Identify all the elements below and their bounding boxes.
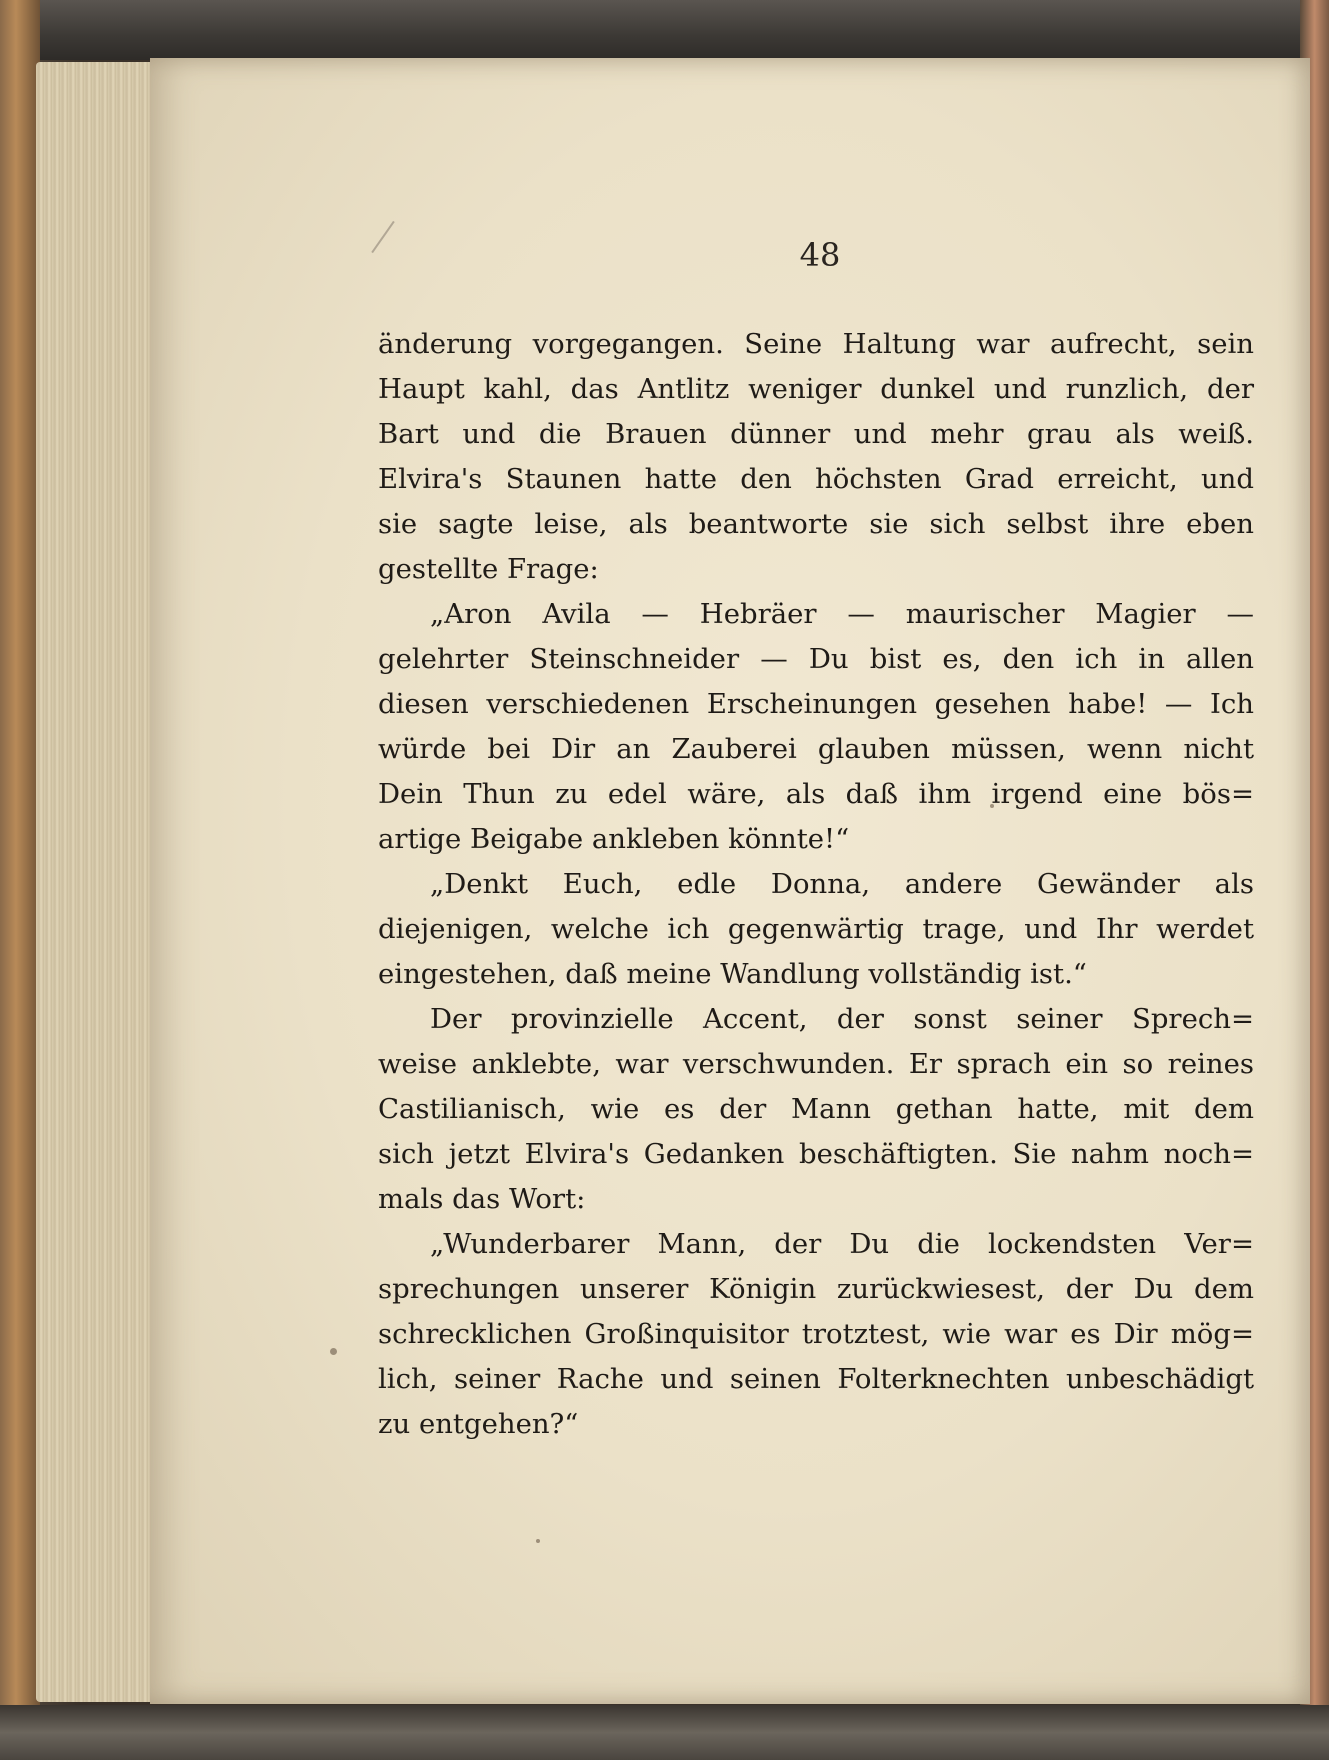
text-line: sprechungen unserer Königin zurückwiesest, der Du dem <box>378 1273 1254 1305</box>
text-line: gelehrter Steinschneider — Du bist es, den ich in allen <box>378 643 1254 675</box>
text-line: mals das Wort: <box>378 1183 586 1215</box>
text-line: gestellte Frage: <box>378 553 599 585</box>
text-line: schrecklichen Großinquisitor trotztest, wie war es Dir mög= <box>378 1318 1254 1350</box>
text-line: artige Beigabe ankleben könnte!“ <box>378 823 850 855</box>
text-line: diejenigen, welche ich gegenwärtig trage, und Ihr werdet <box>378 913 1254 945</box>
text-line: sie sagte leise, als beantworte sie sich selbst ihre eben <box>378 508 1254 540</box>
book-cover-top-edge <box>0 0 1329 60</box>
body-text <box>378 322 1254 1447</box>
text-line: sich jetzt Elvira's Gedanken beschäftigten. Sie nahm noch= <box>378 1138 1254 1170</box>
text-line: „Aron Avila — Hebräer — maurischer Magier — <box>430 598 1254 630</box>
text-line: Dein Thun zu edel wäre, als daß ihm irgend eine bös= <box>378 778 1254 810</box>
book-cover-left-edge <box>0 0 40 1760</box>
text-line: diesen verschiedenen Erscheinungen gesehen habe! — Ich <box>378 688 1254 720</box>
ink-spot <box>536 1539 540 1543</box>
text-line: lich, seiner Rache und seinen Folterknechten unbeschädigt <box>378 1363 1254 1395</box>
text-line: „Denkt Euch, edle Donna, andere Gewänder als <box>430 868 1254 900</box>
ink-spot <box>330 1348 337 1355</box>
text-line: würde bei Dir an Zauberei glauben müssen, wenn nicht <box>378 733 1254 765</box>
text-line: Bart und die Brauen dünner und mehr grau als weiß. <box>378 418 1254 450</box>
text-line: zu entgehen?“ <box>378 1408 579 1440</box>
text-line: Haupt kahl, das Antlitz weniger dunkel und runzlich, der <box>378 373 1254 405</box>
book-cover-bottom-edge <box>0 1705 1329 1760</box>
text-line: änderung vorgegangen. Seine Haltung war aufrecht, sein <box>378 328 1254 360</box>
text-line: Der provinzielle Accent, der sonst seiner Sprech= <box>430 1003 1254 1035</box>
page-number: 48 <box>799 236 841 274</box>
stacked-page-edges <box>36 62 154 1702</box>
text-line: Castilianisch, wie es der Mann gethan hatte, mit dem <box>378 1093 1254 1125</box>
text-line: „Wunderbarer Mann, der Du die lockendsten Ver= <box>430 1228 1254 1260</box>
text-line: eingestehen, daß meine Wandlung vollständig ist.“ <box>378 958 1087 990</box>
text-line: weise anklebte, war verschwunden. Er sprach ein so reines <box>378 1048 1254 1080</box>
text-line: Elvira's Staunen hatte den höchsten Grad erreicht, und <box>378 463 1254 495</box>
